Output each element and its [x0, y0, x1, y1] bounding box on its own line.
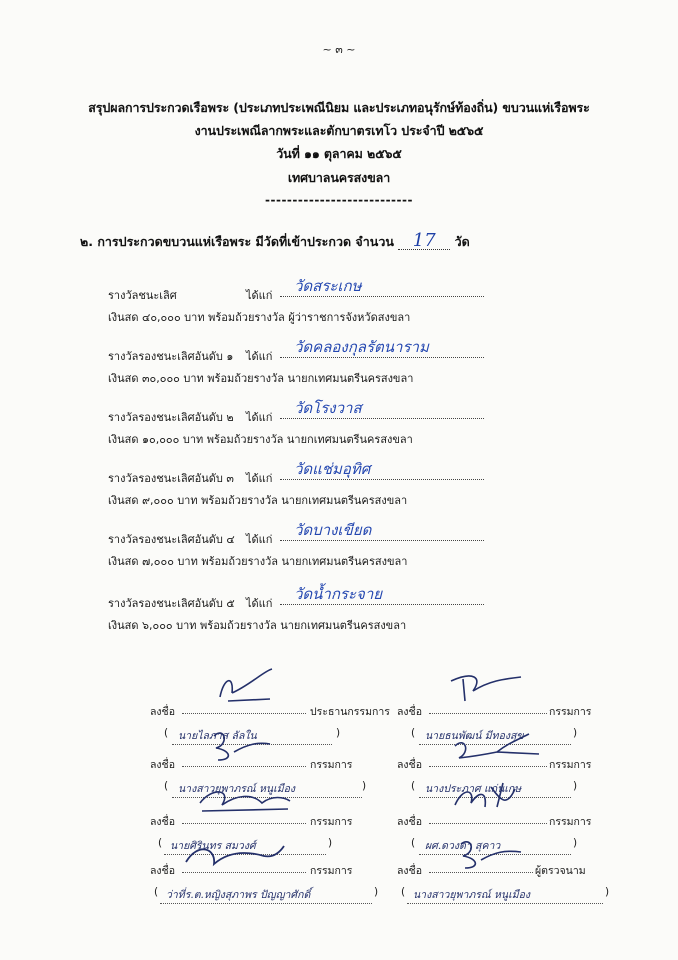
signer-name: ว่าที่ร.ต.หญิงสุภาพร ปัญญาศักดิ์ [160, 886, 372, 904]
award-prize: เงินสด ๖,๐๐๐ บาท พร้อมถ้วยรางวัล นายกเทศมนตรีนครสงขลา [108, 619, 407, 632]
paren-open: ( [411, 837, 416, 849]
signature-block [397, 862, 637, 902]
signature-line [429, 823, 547, 824]
signer-role: กรรมการ [549, 706, 592, 718]
sign-label: ลงชื่อ [150, 706, 175, 718]
sign-label: ลงชื่อ [397, 706, 422, 718]
sign-label: ลงชื่อ [397, 865, 422, 877]
handwritten-signature [447, 730, 547, 770]
award-runner-up-4 [108, 521, 508, 570]
signature-line [182, 713, 306, 714]
award-temple: วัดสระเกษ [280, 274, 484, 297]
signer-name: นายศิรินทร สมวงศ์ [164, 837, 326, 855]
award-rank: รางวัลรองชนะเลิศอันดับ ๒ [108, 411, 234, 424]
section-suffix: วัด [454, 234, 470, 249]
handwritten-signature [447, 836, 537, 876]
signer-role: กรรมการ [310, 865, 353, 877]
award-prize: เงินสด ๙,๐๐๐ บาท พร้อมถ้วยรางวัล นายกเทศมนตรีนครสงขลา [108, 494, 408, 507]
page-number: ~ ๓ ~ [322, 43, 356, 56]
title-line-4: เทศบาลนครสงขลา [287, 170, 391, 185]
award-prize: เงินสด ๔๐,๐๐๐ บาท พร้อมถ้วยรางวัล ผู้ว่าราชการจังหวัดสงขลา [108, 311, 411, 324]
handwritten-signature [210, 667, 290, 707]
signer-role: กรรมการ [549, 816, 592, 828]
got-label: ได้แก่ [246, 289, 273, 302]
signer-role: กรรมการ [549, 759, 592, 771]
signature-line [429, 713, 547, 714]
signer-name: นางสาวยุพาภรณ์ หนูเมือง [407, 886, 603, 904]
paren-close: ) [573, 837, 578, 849]
sign-label: ลงชื่อ [150, 816, 175, 828]
signer-name: นายธนพัฒน์ มีทองสุข [419, 727, 571, 745]
title-line-2: งานประเพณีลากพระและตักบาตรเทโว ประจำปี ๒๕๖๕ [194, 123, 484, 138]
section-heading [80, 232, 470, 252]
got-label: ได้แก่ [246, 411, 273, 424]
paren-open: ( [164, 780, 169, 792]
signer-role: ผู้ตรวจนาม [535, 865, 586, 877]
award-rank: รางวัลรองชนะเลิศอันดับ ๕ [108, 597, 235, 610]
paren-open: ( [401, 886, 406, 898]
award-temple: วัดบางเขียด [280, 518, 484, 541]
sign-label: ลงชื่อ [150, 759, 175, 771]
award-runner-up-5 [108, 585, 508, 634]
award-temple: วัดคลองกุลรัตนาราม [280, 335, 484, 358]
paren-open: ( [411, 780, 416, 792]
paren-open: ( [154, 886, 159, 898]
temple-count: 17 [398, 233, 450, 250]
sign-label: ลงชื่อ [150, 865, 175, 877]
title-line-3: วันที่ ๑๑ ตุลาคม ๒๕๖๕ [276, 146, 402, 161]
paren-open: ( [164, 727, 169, 739]
handwritten-signature [443, 671, 533, 711]
title-divider: --------------------------- [265, 193, 413, 207]
signer-name: ผศ.ดวงตา สุคาว [419, 837, 571, 855]
title-line-1: สรุปผลการประกวดเรือพระ (ประเภทประเพณีนิยม และประเภทอนุรักษ์ท้องถิ่น) ขบวนแห่เรือพระ [88, 100, 590, 115]
award-rank: รางวัลชนะเลิศ [108, 289, 177, 302]
award-temple: วัดน้ำกระจาย [280, 582, 484, 605]
section-prefix: ๒. การประกวดขบวนแห่เรือพระ มีวัดที่เข้าประกวด จำนวน [80, 234, 394, 249]
handwritten-signature [200, 726, 280, 766]
paren-open: ( [411, 727, 416, 739]
award-prize: เงินสด ๓๐,๐๐๐ บาท พร้อมถ้วยรางวัล นายกเทศมนตรีนครสงขลา [108, 372, 414, 385]
paren-close: ) [336, 727, 341, 739]
award-runner-up-3 [108, 460, 508, 509]
award-rank: รางวัลรองชนะเลิศอันดับ ๔ [108, 533, 235, 546]
sign-label: ลงชื่อ [397, 759, 422, 771]
signature-block [150, 862, 380, 902]
paren-close: ) [573, 780, 578, 792]
handwritten-signature [445, 781, 535, 821]
signer-role: กรรมการ [310, 816, 353, 828]
signature-line [182, 766, 306, 767]
got-label: ได้แก่ [246, 597, 273, 610]
signer-name: นางประภาศ แก่นเกษ [419, 780, 571, 798]
signer-name: นางสาวยุพาภรณ์ หนูเมือง [172, 780, 362, 798]
paren-close: ) [362, 780, 367, 792]
got-label: ได้แก่ [246, 472, 273, 485]
award-rank: รางวัลรองชนะเลิศอันดับ ๑ [108, 350, 234, 363]
signature-line [429, 872, 533, 873]
signature-line [182, 872, 306, 873]
paren-close: ) [328, 837, 333, 849]
award-temple: วัดแช่มอุทิศ [280, 457, 484, 480]
award-runner-up-2 [108, 399, 508, 448]
signer-role: ประธานกรรมการ [310, 706, 390, 718]
award-rank: รางวัลรองชนะเลิศอันดับ ๓ [108, 472, 234, 485]
sign-label: ลงชื่อ [397, 816, 422, 828]
got-label: ได้แก่ [246, 533, 273, 546]
paren-close: ) [605, 886, 610, 898]
got-label: ได้แก่ [246, 350, 273, 363]
signer-role: กรรมการ [310, 759, 353, 771]
signature-line [182, 823, 306, 824]
award-prize: เงินสด ๗,๐๐๐ บาท พร้อมถ้วยรางวัล นายกเทศมนตรีนครสงขลา [108, 555, 408, 568]
paren-close: ) [374, 886, 379, 898]
award-winner [108, 277, 508, 326]
award-temple: วัดโรงวาส [280, 396, 484, 419]
award-prize: เงินสด ๑๐,๐๐๐ บาท พร้อมถ้วยรางวัล นายกเทศมนตรีนครสงขลา [108, 433, 413, 446]
signer-name: นายไลภาส ลัลใน [172, 727, 332, 745]
paren-open: ( [158, 837, 163, 849]
award-runner-up-1 [108, 338, 508, 387]
signature-line [429, 766, 547, 767]
paren-close: ) [573, 727, 578, 739]
handwritten-signature [192, 781, 302, 821]
